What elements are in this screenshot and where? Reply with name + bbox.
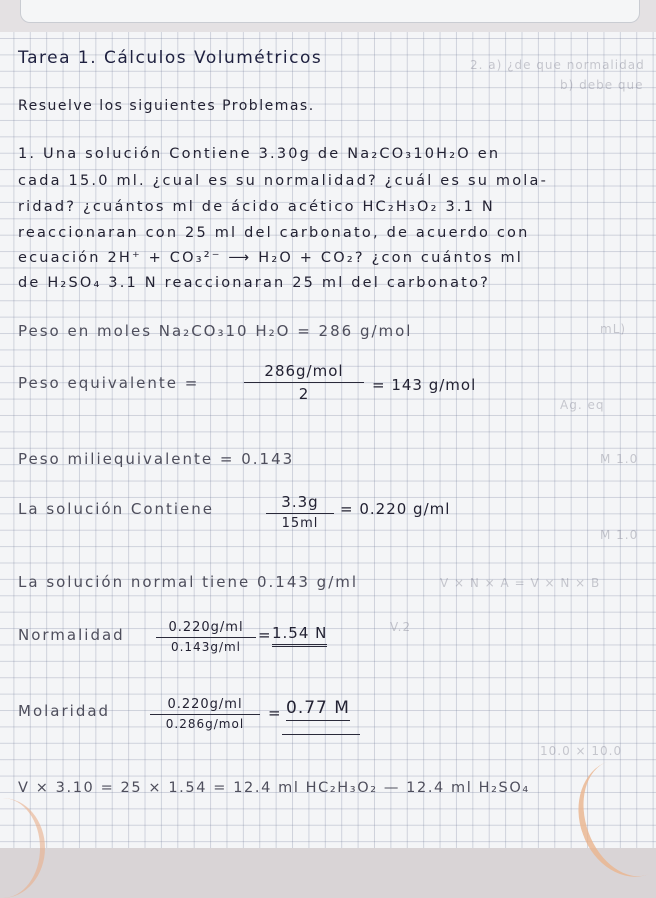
- underline-stroke: [282, 734, 360, 735]
- page-curl-decoration-left: [0, 798, 45, 898]
- molarity-result: [286, 698, 350, 718]
- equivalent-weight-fraction: [244, 362, 364, 403]
- problem-line: 1. Una solución Contiene 3.30g de Na₂CO₃10H₂O en: [18, 146, 501, 162]
- volume-calculation-line: V × 3.10 = 25 × 1.54 = 12.4 ml HC₂H₃O₂ — 12.4 ml H₂SO₄: [18, 780, 530, 796]
- concentration-fraction: [266, 493, 334, 531]
- equals-sign: =: [268, 704, 282, 722]
- bleed-through-text: V × N × A = V × N × B: [440, 576, 601, 590]
- equivalent-weight-result: = 143 g/mol: [372, 376, 477, 394]
- bleed-through-text: 2. a) ¿de que normalidad: [470, 58, 645, 72]
- fraction-numerator: 0.220g/ml: [156, 620, 256, 638]
- bleed-through-text: M 1.0: [600, 452, 639, 466]
- equals-sign: =: [258, 626, 272, 644]
- page-top-edge: [0, 0, 656, 32]
- page-curl-decoration: [562, 745, 656, 891]
- problem-line: de H₂SO₄ 3.1 N reaccionaran 25 ml del carbonato?: [18, 275, 491, 291]
- fraction-denominator: 0.143g/ml: [170, 640, 242, 654]
- fraction-numerator: 286g/mol: [244, 362, 364, 383]
- molar-mass-line: Peso en moles Na₂CO₃10 H₂O = 286 g/mol: [18, 322, 413, 340]
- molarity-value: 0.77 M: [286, 698, 350, 721]
- normality-result: [272, 624, 327, 642]
- problem-line: ecuación 2H⁺ + CO₃²⁻ ⟶ H₂O + CO₂? ¿con cuántos ml: [18, 250, 524, 266]
- instruction-text: Resuelve los siguientes Problemas.: [18, 98, 315, 114]
- fraction-denominator: 0.286g/mol: [165, 717, 245, 731]
- bleed-through-text: V.2: [390, 620, 412, 634]
- bleed-through-text: Ag. eq: [560, 398, 605, 412]
- milliequivalent-weight-line: Peso miliequivalente = 0.143: [18, 450, 295, 468]
- problem-line: cada 15.0 ml. ¿cual es su normalidad? ¿cuál es su mola-: [18, 173, 549, 189]
- bleed-through-text: M 1.0: [600, 528, 639, 542]
- normality-label: Normalidad: [18, 626, 125, 644]
- fraction-denominator: 2: [298, 385, 310, 403]
- equivalent-weight-label: Peso equivalente =: [18, 374, 200, 392]
- normality-fraction: [156, 620, 256, 654]
- fraction-numerator: 3.3g: [266, 493, 334, 514]
- fraction-denominator: 15ml: [281, 516, 319, 531]
- molarity-fraction: [150, 697, 260, 731]
- problem-line: reaccionaran con 25 ml del carbonato, de acuerdo con: [18, 225, 530, 241]
- bleed-through-text: b) debe que: [560, 78, 644, 92]
- fraction-numerator: 0.220g/ml: [150, 697, 260, 715]
- solution-contains-label: La solución Contiene: [18, 500, 215, 518]
- normality-value: 1.54 N: [272, 624, 327, 647]
- previous-page-edge: [20, 0, 640, 23]
- bleed-through-text: mL): [600, 322, 627, 336]
- molarity-label: Molaridad: [18, 702, 111, 720]
- bleed-through-text: 10.0 × 10.0: [540, 744, 623, 758]
- assignment-title: Tarea 1. Cálculos Volumétricos: [18, 48, 323, 68]
- concentration-result: = 0.220 g/ml: [340, 500, 451, 518]
- normal-solution-line: La solución normal tiene 0.143 g/ml: [18, 573, 359, 591]
- problem-line: ridad? ¿cuántos ml de ácido acético HC₂H₃O₂ 3.1 N: [18, 199, 495, 215]
